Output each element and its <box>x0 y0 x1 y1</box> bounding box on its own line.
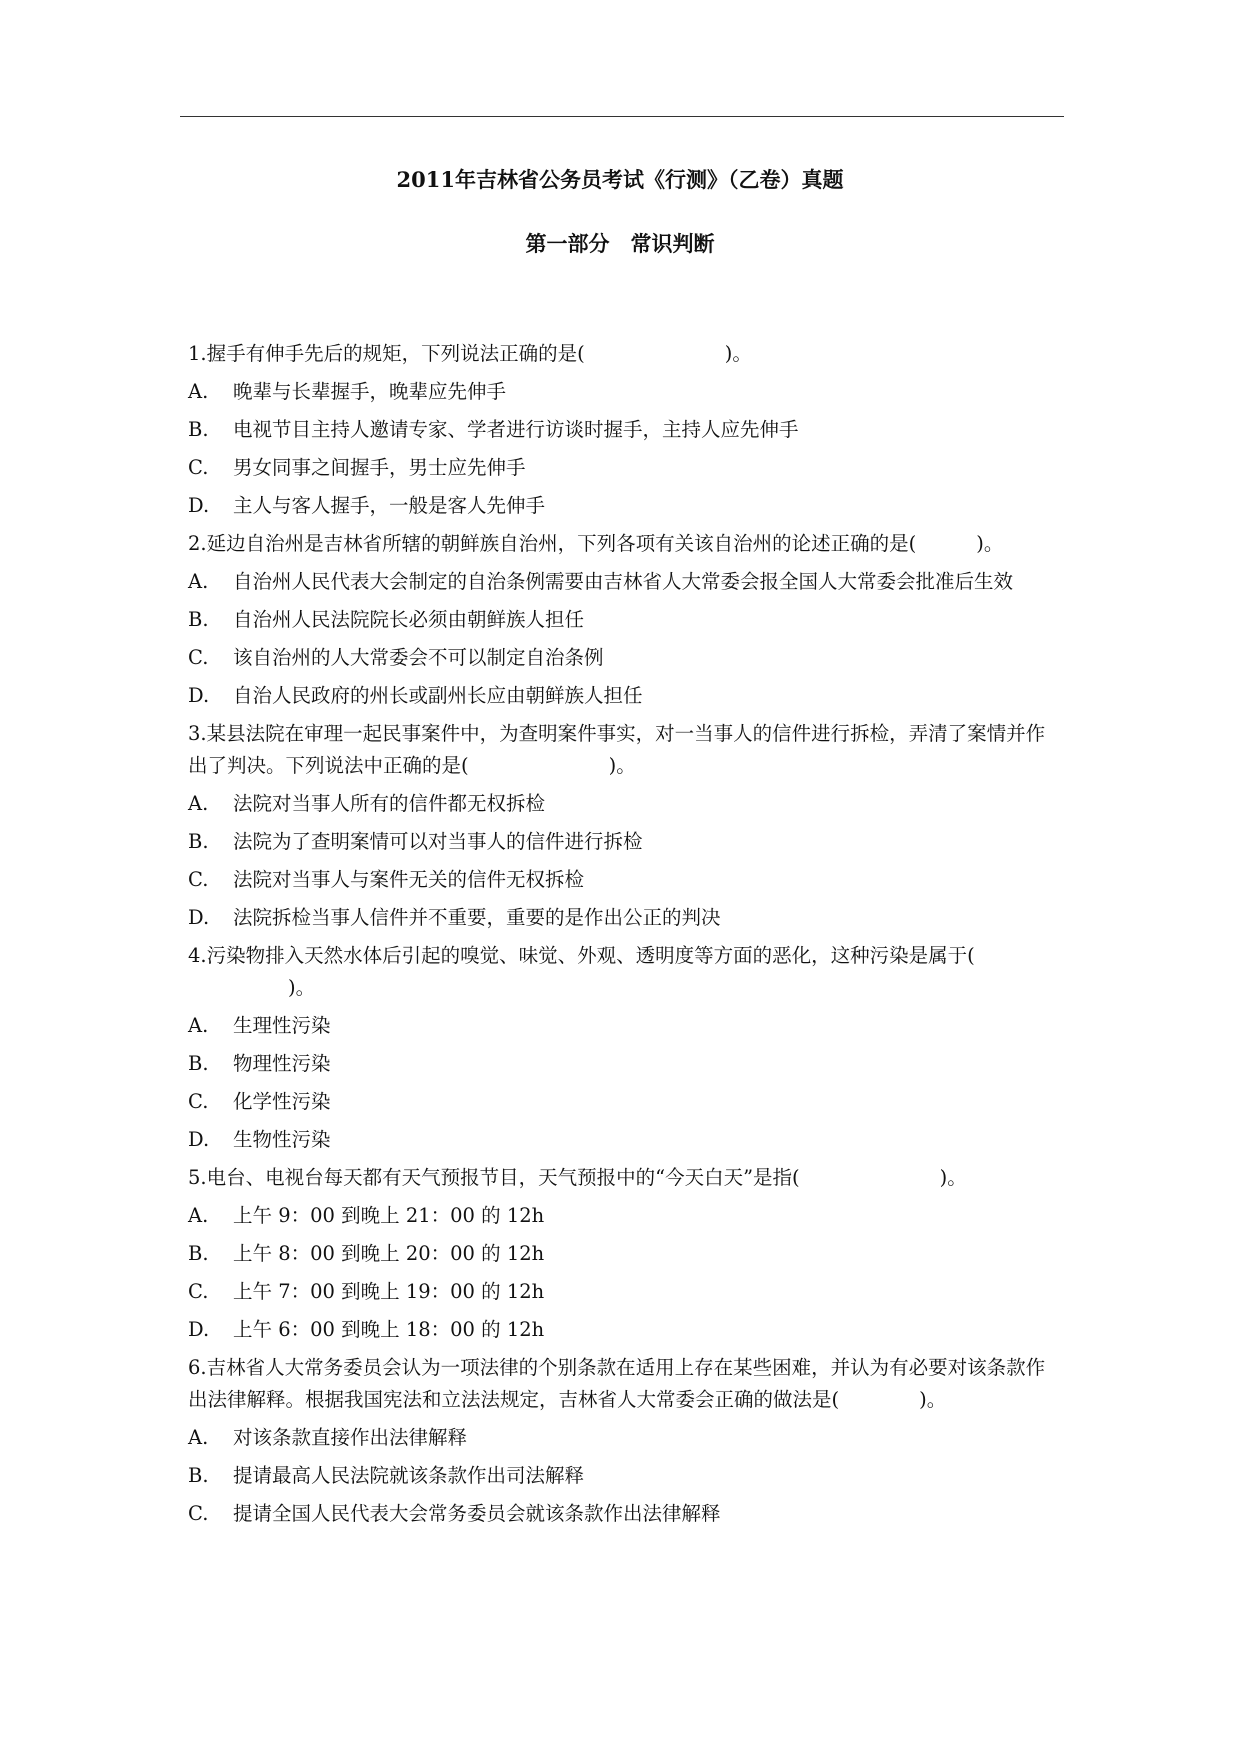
question-5 <box>188 1162 1054 1346</box>
option-a <box>188 566 1054 598</box>
option-text: 上午 7：00 到晚上 19：00 的 12h <box>233 1280 545 1303</box>
option-a <box>188 788 1054 820</box>
option-letter: B. <box>188 608 209 631</box>
question-stem-close: )。 <box>939 1166 967 1189</box>
option-letter: D. <box>188 684 210 707</box>
option-d <box>188 680 1054 712</box>
option-text: 电视节目主持人邀请专家、学者进行访谈时握手，主持人应先伸手 <box>233 418 799 441</box>
question-stem <box>188 1162 1054 1194</box>
option-a <box>188 1010 1054 1042</box>
option-letter: C. <box>188 646 209 669</box>
option-c <box>188 1498 1054 1530</box>
option-d <box>188 1124 1054 1156</box>
question-stem-close: )。 <box>288 976 316 999</box>
option-letter: B. <box>188 830 209 853</box>
option-c <box>188 642 1054 674</box>
option-letter: A. <box>188 1204 209 1227</box>
question-stem <box>188 718 1054 782</box>
option-a <box>188 1200 1054 1232</box>
question-list <box>188 338 1054 1536</box>
option-b <box>188 1238 1054 1270</box>
option-text: 主人与客人握手，一般是客人先伸手 <box>233 494 546 517</box>
option-text: 晚辈与长辈握手，晚辈应先伸手 <box>233 380 507 403</box>
option-letter: A. <box>188 1014 209 1037</box>
question-6 <box>188 1352 1054 1530</box>
option-letter: C. <box>188 868 209 891</box>
question-stem <box>188 338 1054 370</box>
option-letter: C. <box>188 456 209 479</box>
option-letter: D. <box>188 906 210 929</box>
question-stem <box>188 528 1054 560</box>
option-letter: D. <box>188 494 210 517</box>
option-letter: A. <box>188 380 209 403</box>
option-text: 生理性污染 <box>233 1014 331 1037</box>
option-letter: D. <box>188 1318 210 1341</box>
option-text: 生物性污染 <box>233 1128 331 1151</box>
section-title: 第一部分 常识判断 <box>525 231 715 256</box>
option-text: 上午 6：00 到晚上 18：00 的 12h <box>233 1318 545 1341</box>
option-text: 上午 9：00 到晚上 21：00 的 12h <box>233 1204 545 1227</box>
question-stem-text: 6.吉林省人大常务委员会认为一项法律的个别条款在适用上存在某些困难，并认为有必要对该条款作出法律解释。根据我国宪法和立法法规定，吉林省人大常委会正确的做法是( <box>188 1356 1046 1411</box>
question-stem-close: )。 <box>724 342 752 365</box>
option-a <box>188 376 1054 408</box>
question-4 <box>188 940 1054 1156</box>
question-stem-text: 5.电台、电视台每天都有天气预报节目，天气预报中的“今天白天”是指( <box>188 1166 800 1189</box>
option-text: 男女同事之间握手，男士应先伸手 <box>233 456 526 479</box>
option-d <box>188 490 1054 522</box>
question-stem-text: 2.延边自治州是吉林省所辖的朝鲜族自治州，下列各项有关该自治州的论述正确的是( <box>188 532 917 555</box>
option-letter: D. <box>188 1128 210 1151</box>
option-c <box>188 1086 1054 1118</box>
option-b <box>188 826 1054 858</box>
option-c <box>188 1276 1054 1308</box>
option-text: 法院拆检当事人信件并不重要，重要的是作出公正的判决 <box>233 906 721 929</box>
option-text: 自治州人民代表大会制定的自治条例需要由吉林省人大常委会报全国人大常委会批准后生效 <box>233 570 1014 593</box>
option-text: 自治州人民法院院长必须由朝鲜族人担任 <box>233 608 585 631</box>
option-letter: B. <box>188 1052 209 1075</box>
option-letter: A. <box>188 570 209 593</box>
question-1 <box>188 338 1054 522</box>
option-text: 自治人民政府的州长或副州长应由朝鲜族人担任 <box>233 684 643 707</box>
option-letter: B. <box>188 418 209 441</box>
question-stem-close: )。 <box>919 1388 947 1411</box>
question-stem-text: 3.某县法院在审理一起民事案件中，为查明案件事实，对一当事人的信件进行拆检，弄清了案情并作出了判决。下列说法中正确的是( <box>188 722 1046 777</box>
question-3 <box>188 718 1054 934</box>
option-letter: C. <box>188 1280 209 1303</box>
question-stem-text: 1.握手有伸手先后的规矩，下列说法正确的是( <box>188 342 585 365</box>
question-stem <box>188 940 1054 1004</box>
question-2 <box>188 528 1054 712</box>
option-letter: B. <box>188 1242 209 1265</box>
option-text: 法院对当事人所有的信件都无权拆检 <box>233 792 546 815</box>
header-rule <box>180 116 1064 117</box>
document-title: 2011年吉林省公务员考试《行测》（乙卷）真题 <box>396 167 844 192</box>
option-text: 提请最高人民法院就该条款作出司法解释 <box>233 1464 585 1487</box>
question-stem-close: )。 <box>608 754 636 777</box>
option-letter: C. <box>188 1502 209 1525</box>
option-text: 物理性污染 <box>233 1052 331 1075</box>
option-d <box>188 1314 1054 1346</box>
option-b <box>188 1460 1054 1492</box>
question-stem-close: )。 <box>976 532 1004 555</box>
option-b <box>188 414 1054 446</box>
option-a <box>188 1422 1054 1454</box>
option-text: 对该条款直接作出法律解释 <box>233 1426 468 1449</box>
option-letter: A. <box>188 1426 209 1449</box>
option-b <box>188 604 1054 636</box>
option-text: 上午 8：00 到晚上 20：00 的 12h <box>233 1242 545 1265</box>
option-c <box>188 864 1054 896</box>
option-text: 化学性污染 <box>233 1090 331 1113</box>
option-letter: C. <box>188 1090 209 1113</box>
option-letter: B. <box>188 1464 209 1487</box>
question-stem-text: 4.污染物排入天然水体后引起的嗅觉、味觉、外观、透明度等方面的恶化，这种污染是属于( <box>188 944 975 967</box>
option-text: 该自治州的人大常委会不可以制定自治条例 <box>233 646 604 669</box>
option-b <box>188 1048 1054 1080</box>
option-text: 提请全国人民代表大会常务委员会就该条款作出法律解释 <box>233 1502 721 1525</box>
option-letter: A. <box>188 792 209 815</box>
option-text: 法院对当事人与案件无关的信件无权拆检 <box>233 868 585 891</box>
option-d <box>188 902 1054 934</box>
question-stem <box>188 1352 1054 1416</box>
option-c <box>188 452 1054 484</box>
option-text: 法院为了查明案情可以对当事人的信件进行拆检 <box>233 830 643 853</box>
